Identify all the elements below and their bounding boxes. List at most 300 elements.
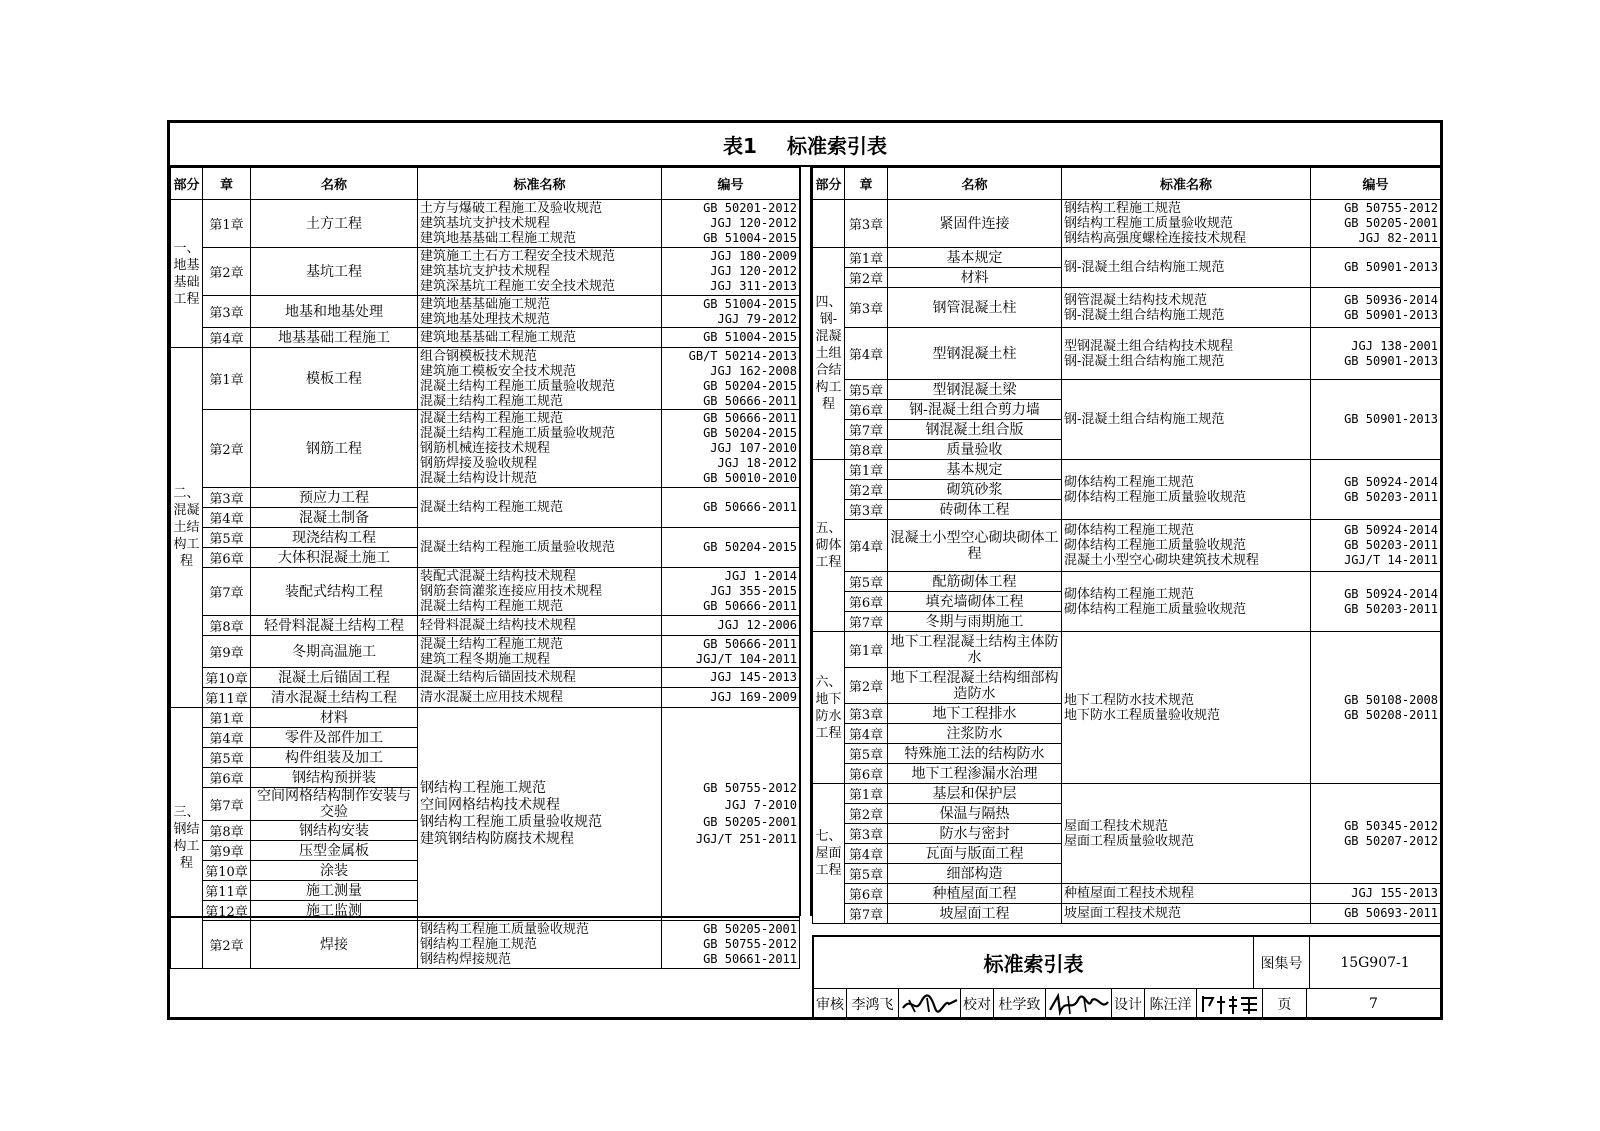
standard-code: GB 50666-2011	[703, 500, 797, 514]
standard-name: 钢筋焊接及验收规程	[420, 456, 538, 471]
standard-code: JGJ 18-2012	[717, 456, 797, 470]
name-cell: 种植屋面工程	[888, 884, 1062, 904]
title-block	[812, 935, 1440, 1017]
name-cell: 涂装	[251, 861, 418, 881]
chapter-cell: 第5章	[845, 744, 888, 764]
standard-name: 地下工程防水技术规范	[1064, 692, 1195, 708]
name-cell: 压型金属板	[251, 841, 418, 861]
standard-name: 混凝土结构工程施工规范	[420, 393, 564, 409]
code-cell	[1311, 784, 1441, 884]
name-cell: 清水混凝土结构工程	[251, 688, 418, 708]
standard-name: 钢结构高强度螺栓连接技术规程	[1064, 231, 1247, 246]
name-cell: 装配式结构工程	[251, 568, 418, 616]
header-name: 名称	[888, 168, 1062, 200]
standard-name: 组合钢模板技术规范	[420, 348, 538, 364]
design-label: 设计	[1112, 989, 1145, 1019]
table-row	[171, 568, 800, 616]
code-cell	[662, 568, 800, 616]
table-row	[171, 528, 800, 548]
standard-cell	[1062, 328, 1311, 380]
chapter-cell: 第7章	[845, 420, 888, 440]
chapter-cell: 第1章	[845, 784, 888, 804]
code-cell	[1311, 904, 1441, 924]
standard-name: 建筑地基基础工程施工规范	[420, 231, 577, 246]
drawing-frame	[167, 120, 1443, 1020]
check-label: 校对	[961, 989, 994, 1019]
chapter-cell: 第8章	[845, 440, 888, 460]
standard-cell	[1062, 572, 1311, 632]
chapter-cell: 第2章	[845, 804, 888, 824]
code-cell	[662, 200, 800, 248]
code-cell	[662, 688, 800, 708]
standard-cell	[1062, 288, 1311, 328]
table-name: 标准索引表	[786, 133, 887, 158]
standard-name: 钢结构工程施工规范	[420, 937, 538, 952]
name-cell: 混凝土后锚固工程	[251, 668, 418, 688]
standard-cell	[1062, 784, 1311, 884]
standard-cell	[418, 200, 662, 248]
standard-cell	[1062, 884, 1311, 904]
code-cell	[662, 636, 800, 668]
standard-code: JGJ/T 14-2011	[1344, 553, 1438, 567]
standard-code: GB 50661-2011	[703, 952, 797, 966]
chapter-cell: 第4章	[203, 508, 251, 528]
table-row	[171, 296, 800, 328]
checker-signature	[1046, 989, 1112, 1019]
column-divider	[799, 167, 812, 916]
standard-name: 建筑施工模板安全技术规范	[420, 363, 577, 379]
checker-name: 杜学致	[994, 989, 1046, 1019]
standard-code: JGJ 155-2013	[1351, 886, 1438, 900]
standard-name: 建筑基坑支护技术规程	[420, 264, 551, 279]
standard-code: JGJ 82-2011	[1358, 231, 1438, 245]
standard-code: GB 50203-2011	[1344, 538, 1438, 552]
part-cell: 四、钢-混凝土组合结构工程	[813, 248, 845, 460]
standard-name: 钢结构工程施工质量验收规范	[1064, 216, 1234, 231]
chapter-cell: 第2章	[203, 248, 251, 296]
standard-name: 建筑地基处理技术规范	[420, 311, 551, 327]
name-cell: 防水与密封	[888, 824, 1062, 844]
name-cell: 焊接	[251, 921, 418, 969]
standard-code: JGJ 107-2010	[710, 441, 797, 455]
part-cell: 六、地下防水工程	[813, 632, 845, 784]
chapter-cell: 第4章	[845, 328, 888, 380]
name-cell: 瓦面与版面工程	[888, 844, 1062, 864]
name-cell: 基本规定	[888, 460, 1062, 480]
standard-cell	[418, 568, 662, 616]
reviewer-name: 李鸿飞	[847, 989, 899, 1019]
name-cell: 模板工程	[251, 348, 418, 410]
part-cell: 二、混凝土结构工程	[171, 348, 203, 708]
standard-code: GB 51004-2015	[703, 330, 797, 344]
name-cell: 构件组装及加工	[251, 748, 418, 768]
name-cell: 地下工程混凝土结构细部构造防水	[888, 668, 1062, 704]
standard-name: 钢结构焊接规范	[420, 952, 512, 967]
header-chapter: 章	[203, 168, 251, 200]
chapter-cell: 第6章	[845, 764, 888, 784]
right-index-table	[812, 167, 1440, 924]
page-number: 7	[1369, 996, 1378, 1012]
name-cell: 材料	[251, 708, 418, 728]
table-row	[813, 572, 1441, 592]
header-code: 编号	[1311, 168, 1441, 200]
chapter-cell: 第7章	[845, 612, 888, 632]
standard-code: GB 50755-2012	[703, 937, 797, 951]
standard-code: JGJ 169-2009	[710, 690, 797, 704]
chapter-cell: 第1章	[845, 248, 888, 268]
standard-code: JGJ 180-2009	[710, 249, 797, 263]
designer-signature	[1197, 989, 1263, 1019]
name-cell: 钢-混凝土组合剪力墙	[888, 400, 1062, 420]
standard-cell	[418, 616, 662, 636]
header-code: 编号	[662, 168, 800, 200]
chapter-cell: 第5章	[845, 864, 888, 884]
chapter-cell: 第1章	[203, 708, 251, 728]
name-cell: 混凝土制备	[251, 508, 418, 528]
standard-code: GB 50204-2015	[703, 378, 797, 393]
standard-name: 混凝土结构工程施工质量验收规范	[420, 540, 616, 555]
header-row	[813, 168, 1441, 200]
code-cell	[662, 410, 800, 488]
chapter-cell: 第3章	[845, 200, 888, 248]
chapter-cell: 第4章	[203, 728, 251, 748]
standard-cell	[418, 636, 662, 668]
chapter-cell: 第2章	[845, 668, 888, 704]
name-cell: 保温与隔热	[888, 804, 1062, 824]
standard-code: GB 50901-2013	[1344, 307, 1438, 322]
atlas-label: 图集号	[1254, 937, 1310, 988]
chapter-cell: 第4章	[845, 724, 888, 744]
table-row	[171, 328, 800, 348]
standard-name: 土方与爆破工程施工及验收规范	[420, 201, 603, 216]
standard-name: 建筑施工土石方工程安全技术规范	[420, 249, 616, 264]
standard-code: GB 50936-2014	[1344, 292, 1438, 307]
standard-code: JGJ 145-2013	[710, 670, 797, 684]
standard-name: 钢-混凝土组合结构施工规范	[1064, 353, 1225, 369]
chapter-cell: 第3章	[203, 488, 251, 508]
standard-code: GB 50108-2008	[1344, 692, 1438, 707]
standard-name: 钢结构工程施工质量验收规范	[420, 922, 590, 937]
name-cell: 大体积混凝土施工	[251, 548, 418, 568]
chapter-cell: 第11章	[203, 688, 251, 708]
name-cell: 基坑工程	[251, 248, 418, 296]
standard-name: 混凝土结构工程施工规范	[420, 500, 564, 515]
review-label: 审核	[814, 989, 847, 1019]
standard-code: JGJ 7-2010	[724, 798, 797, 812]
header-chapter: 章	[845, 168, 888, 200]
table-row	[171, 248, 800, 296]
standard-code: GB 50208-2011	[1344, 707, 1438, 722]
standard-code: JGJ 138-2001	[1351, 338, 1438, 353]
name-cell: 施工测量	[251, 881, 418, 901]
standard-code: GB 50203-2011	[1344, 601, 1438, 616]
name-cell: 钢管混凝土柱	[888, 288, 1062, 328]
standard-code: GB 50201-2012	[703, 201, 797, 215]
standard-code: GB 50901-2013	[1344, 412, 1438, 426]
table-row	[813, 248, 1441, 268]
standard-cell	[418, 296, 662, 328]
standard-name: 混凝土结构工程施工质量验收规范	[420, 426, 616, 441]
atlas-number: 15G907-1	[1340, 954, 1410, 971]
standard-code: GB 50205-2001	[1344, 216, 1438, 230]
code-cell	[662, 668, 800, 688]
standard-name: 混凝土结构工程施工规范	[420, 636, 564, 652]
header-part: 部分	[171, 168, 203, 200]
code-cell	[1311, 328, 1441, 380]
standard-name: 钢结构工程施工规范	[1064, 201, 1182, 216]
standard-cell	[418, 528, 662, 568]
standard-name: 装配式混凝土结构技术规程	[420, 569, 577, 584]
standard-code: JGJ 162-2008	[710, 363, 797, 378]
standard-code: GB 50207-2012	[1344, 833, 1438, 848]
name-cell: 砌筑砂浆	[888, 480, 1062, 500]
standard-name: 型钢混凝土组合结构技术规程	[1064, 338, 1234, 354]
standard-code: GB 50755-2012	[1344, 201, 1438, 215]
standard-name: 钢结构工程施工质量验收规范	[420, 814, 602, 830]
standard-code: GB 50755-2012	[703, 781, 797, 795]
chapter-cell: 第8章	[203, 616, 251, 636]
standard-cell	[1062, 200, 1311, 248]
standard-code: JGJ 355-2015	[710, 584, 797, 598]
name-cell: 地基和地基处理	[251, 296, 418, 328]
standard-name: 建筑地基基础工程施工规范	[420, 330, 577, 345]
standard-name: 钢-混凝土组合结构施工规范	[1064, 307, 1225, 323]
table-row	[813, 288, 1441, 328]
code-cell	[1311, 380, 1441, 460]
table-row	[813, 784, 1441, 804]
standard-code: GB 50901-2013	[1344, 353, 1438, 368]
standard-name: 建筑深基坑工程施工安全技术规范	[420, 279, 616, 294]
name-cell: 紧固件连接	[888, 200, 1062, 248]
chapter-cell: 第3章	[845, 288, 888, 328]
designer-name: 陈汪洋	[1145, 989, 1197, 1019]
designer-signature-mark	[1199, 992, 1261, 1016]
name-cell: 施工监测	[251, 901, 418, 921]
standard-code: GB 50924-2014	[1344, 523, 1438, 537]
code-cell	[662, 528, 800, 568]
chapter-cell: 第6章	[203, 768, 251, 788]
standard-name: 建筑基坑支护技术规程	[420, 216, 551, 231]
table-row	[171, 708, 800, 728]
standard-name: 轻骨料混凝土结构技术规程	[420, 618, 577, 633]
standard-code: JGJ/T 251-2011	[695, 832, 797, 846]
standard-code: GB 50010-2010	[703, 471, 797, 485]
table-number: 表1	[723, 133, 757, 158]
reviewer-signature-mark	[901, 992, 959, 1016]
standard-name: 混凝土结构后锚固技术规程	[420, 670, 577, 685]
part-cell: 一、地基基础工程	[171, 200, 203, 348]
chapter-cell: 第11章	[203, 881, 251, 901]
name-cell: 零件及部件加工	[251, 728, 418, 748]
standard-name: 地下防水工程质量验收规范	[1064, 707, 1221, 723]
standard-code: GB 50204-2015	[703, 426, 797, 440]
name-cell: 基层和保护层	[888, 784, 1062, 804]
standard-code: GB 50203-2011	[1344, 489, 1438, 504]
titleblock-title: 标准索引表	[814, 937, 1254, 988]
part-cell	[813, 200, 845, 248]
name-cell: 冬期高温施工	[251, 636, 418, 668]
standard-name: 混凝土结构设计规范	[420, 471, 538, 486]
left-index-table	[170, 167, 799, 969]
standard-name: 混凝土结构工程施工质量验收规范	[420, 378, 616, 394]
standard-code: GB 50345-2012	[1344, 818, 1438, 833]
standard-name: 混凝土小型空心砌块建筑技术规程	[1064, 553, 1260, 568]
table-row	[813, 884, 1441, 904]
table-row	[813, 460, 1441, 480]
chapter-cell: 第1章	[845, 632, 888, 668]
table-row	[813, 200, 1441, 248]
checker-signature-mark	[1048, 992, 1110, 1016]
table-row	[171, 636, 800, 668]
standard-code: GB 50693-2011	[1344, 906, 1438, 920]
chapter-cell: 第9章	[203, 636, 251, 668]
standard-code: GB 50666-2011	[703, 636, 797, 651]
standard-code: GB/T 50214-2013	[688, 348, 797, 363]
standard-cell	[418, 348, 662, 410]
name-cell: 基本规定	[888, 248, 1062, 268]
code-cell	[662, 296, 800, 328]
standard-name: 钢-混凝土组合结构施工规范	[1064, 412, 1225, 427]
name-cell: 混凝土小型空心砌块砌体工程	[888, 520, 1062, 572]
chapter-cell: 第3章	[845, 824, 888, 844]
standard-name: 建筑钢结构防腐技术规程	[420, 831, 574, 847]
name-cell: 坡屋面工程	[888, 904, 1062, 924]
name-cell: 填充墙砌体工程	[888, 592, 1062, 612]
standard-code: GB 50204-2015	[703, 540, 797, 554]
standard-name: 混凝土结构工程施工规范	[420, 599, 564, 614]
name-cell: 冬期与雨期施工	[888, 612, 1062, 632]
standard-name: 砌体结构工程施工质量验收规范	[1064, 489, 1247, 505]
name-cell: 地下工程排水	[888, 704, 1062, 724]
chapter-cell: 第6章	[203, 548, 251, 568]
name-cell: 现浇结构工程	[251, 528, 418, 548]
code-cell	[662, 248, 800, 296]
name-cell: 土方工程	[251, 200, 418, 248]
chapter-cell: 第2章	[845, 268, 888, 288]
standard-name: 钢管混凝土结构技术规范	[1064, 292, 1208, 308]
standard-name: 钢结构工程施工规范	[420, 780, 546, 796]
standard-code: JGJ 311-2013	[710, 279, 797, 293]
table-row	[813, 380, 1441, 400]
name-cell: 钢结构安装	[251, 821, 418, 841]
standard-cell	[1062, 460, 1311, 520]
table-row	[171, 488, 800, 508]
standard-code: GB 50901-2013	[1344, 260, 1438, 274]
standard-name: 钢筋机械连接技术规程	[420, 441, 551, 456]
standard-code: JGJ 1-2014	[724, 569, 797, 583]
standard-name: 混凝土结构工程施工规范	[420, 411, 564, 426]
standard-name: 砌体结构工程施工质量验收规范	[1064, 538, 1247, 553]
table-row	[813, 520, 1441, 572]
chapter-cell: 第10章	[203, 668, 251, 688]
code-cell	[662, 708, 800, 921]
standard-name: 屋面工程技术规范	[1064, 818, 1169, 834]
standard-cell	[418, 488, 662, 528]
page-label: 页	[1263, 989, 1307, 1019]
name-cell: 注浆防水	[888, 724, 1062, 744]
standard-code: JGJ 120-2012	[710, 264, 797, 278]
standard-code: GB 50924-2014	[1344, 586, 1438, 601]
header-row	[171, 168, 800, 200]
name-cell: 质量验收	[888, 440, 1062, 460]
name-cell: 空间网格结构制作安装与交验	[251, 788, 418, 821]
standard-name: 建筑工程冬期施工规程	[420, 651, 551, 667]
standard-name: 清水混凝土应用技术规程	[420, 690, 564, 705]
code-cell	[1311, 248, 1441, 288]
standard-code: GB 50924-2014	[1344, 474, 1438, 489]
code-cell	[1311, 200, 1441, 248]
header-standard: 标准名称	[1062, 168, 1311, 200]
header-standard: 标准名称	[418, 168, 662, 200]
code-cell	[662, 488, 800, 528]
chapter-cell: 第6章	[845, 884, 888, 904]
name-cell: 配筋砌体工程	[888, 572, 1062, 592]
table-row	[171, 616, 800, 636]
standard-code: GB 50205-2001	[703, 815, 797, 829]
name-cell: 地基基础工程施工	[251, 328, 418, 348]
table-row	[171, 668, 800, 688]
chapter-cell: 第5章	[203, 528, 251, 548]
chapter-cell: 第2章	[203, 921, 251, 969]
standard-cell	[418, 410, 662, 488]
chapter-cell: 第3章	[845, 500, 888, 520]
chapter-cell: 第4章	[845, 520, 888, 572]
standard-code: GB 50666-2011	[703, 411, 797, 425]
name-cell: 材料	[888, 268, 1062, 288]
chapter-cell: 第10章	[203, 861, 251, 881]
name-cell: 地下工程混凝土结构主体防水	[888, 632, 1062, 668]
standard-name: 建筑地基基础施工规范	[420, 296, 551, 312]
chapter-cell: 第1章	[203, 348, 251, 410]
chapter-cell: 第5章	[845, 380, 888, 400]
table-row	[171, 348, 800, 410]
chapter-cell: 第2章	[203, 410, 251, 488]
standard-code: JGJ/T 104-2011	[695, 651, 797, 666]
chapter-cell: 第8章	[203, 821, 251, 841]
standard-cell	[1062, 520, 1311, 572]
standard-cell	[418, 668, 662, 688]
standard-name: 种植屋面工程技术规程	[1064, 886, 1195, 901]
name-cell: 轻骨料混凝土结构工程	[251, 616, 418, 636]
standard-cell	[1062, 248, 1311, 288]
standard-cell	[418, 328, 662, 348]
chapter-cell: 第3章	[845, 704, 888, 724]
chapter-cell: 第7章	[203, 788, 251, 821]
blank-area	[170, 916, 799, 1017]
chapter-cell: 第5章	[845, 572, 888, 592]
standard-name: 砌体结构工程施工规范	[1064, 586, 1195, 602]
header-name: 名称	[251, 168, 418, 200]
reviewer-signature	[899, 989, 961, 1019]
standard-code: JGJ 12-2006	[717, 618, 797, 632]
standard-cell	[1062, 632, 1311, 784]
code-cell	[1311, 520, 1441, 572]
code-cell	[1311, 632, 1441, 784]
standard-code: GB 51004-2015	[703, 296, 797, 311]
standard-code: GB 51004-2015	[703, 231, 797, 245]
name-cell: 钢筋工程	[251, 410, 418, 488]
standard-cell	[1062, 380, 1311, 460]
code-cell	[1311, 884, 1441, 904]
name-cell: 钢结构预拼装	[251, 768, 418, 788]
chapter-cell: 第7章	[203, 568, 251, 616]
chapter-cell: 第3章	[203, 296, 251, 328]
code-cell	[1311, 288, 1441, 328]
table-row	[813, 904, 1441, 924]
table-row	[813, 328, 1441, 380]
code-cell	[662, 348, 800, 410]
code-cell	[662, 616, 800, 636]
